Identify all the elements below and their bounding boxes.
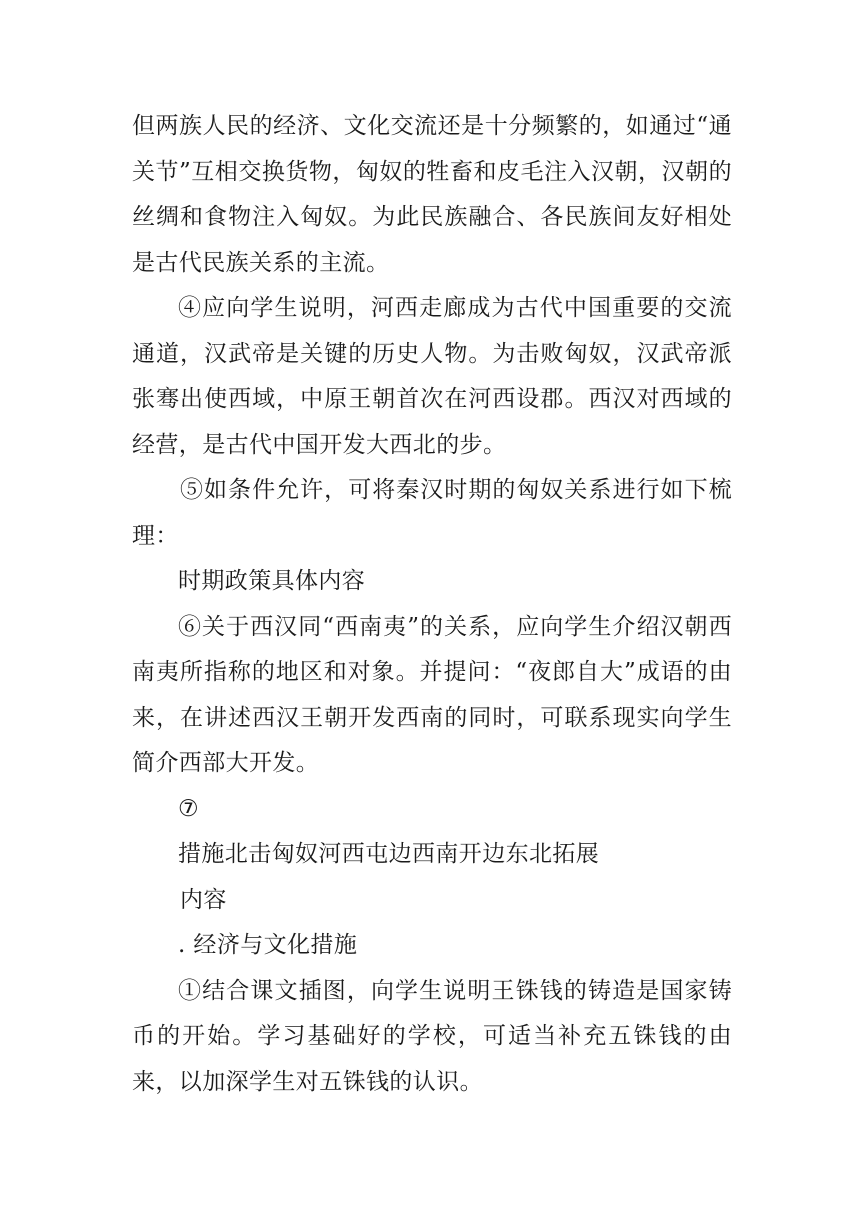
paragraph: ⑤如条件允许，可将秦汉时期的匈奴关系进行如下梳理： <box>132 477 732 549</box>
paragraph: 但两族人民的经济、文化交流还是十分频繁的，如通过“通关节”互相交换货物，匈奴的牲畜和皮毛注入汉朝，汉朝的丝绸和食物注入匈奴。为此民族融合、各民族间友好相处是古代民族关系的主流。 <box>132 113 732 276</box>
document-body <box>132 104 732 1105</box>
paragraph: 时期政策具体内容 <box>178 568 366 594</box>
paragraph: 内容 <box>180 886 227 913</box>
paragraph: ⑦ <box>178 795 200 822</box>
paragraph: . 经济与文化措施 <box>178 932 358 958</box>
paragraph: ⑥关于西汉同“西南夷”的关系，应向学生介绍汉朝西南夷所指称的地区和对象。并提问：“夜郎自大”成语的由来，在讲述西汉王朝开发西南的同时，可联系现实向学生简介西部大开发。 <box>132 613 732 776</box>
paragraph: 措施北击匈奴河西屯边西南开边东北拓展 <box>178 841 600 867</box>
paragraph: ④应向学生说明，河西走廊成为古代中国重要的交流通道，汉武帝是关键的历史人物。为击败匈奴，汉武帝派张骞出使西域，中原王朝首次在河西设郡。西汉对西域的经营，是古代中国开发大西北的步。 <box>132 295 732 458</box>
paragraph: ①结合课文插图，向学生说明王铢钱的铸造是国家铸币的开始。学习基础好的学校，可适当补充五铢钱的由来，以加深学生对五铢钱的认识。 <box>132 977 732 1095</box>
